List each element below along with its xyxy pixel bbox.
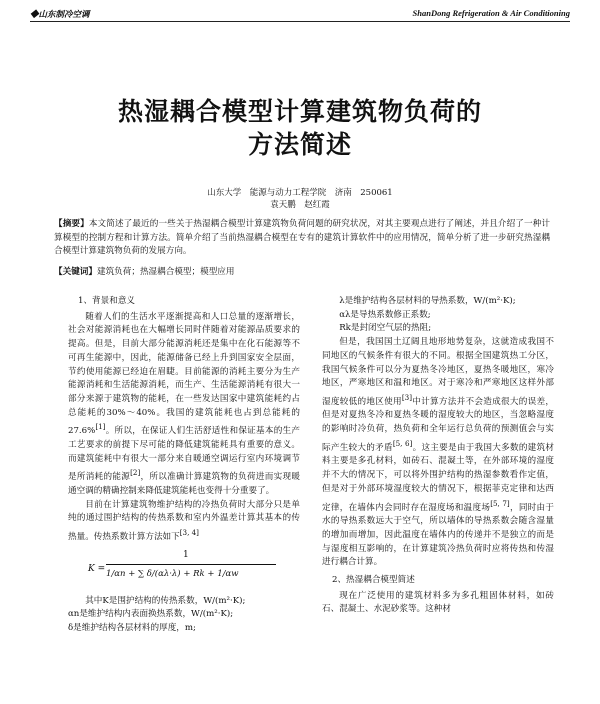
paragraph-climate: 但是，我国国土辽阔且地形地势复杂，这就造成我国不同地区的气候条件有很大的不同。根据全国建筑热工分区，我国气候条件可以分为夏热冬冷地区，夏热冬暖地区，寒冷地区，严寒地区和温和地区。对于寒冷和严寒地区这样外部湿度较低的地区使用[3]中计算方法并不会造成很大的误差，但是对夏热冬冷和夏热冬暖的湿度较大的地区，当忽略湿度的影响时冷负荷，热负荷和全年运行总负荷的预测值会与实际产生较大的矛盾[5, 6]。这主要是由于我国大多数的建筑材料主要是多孔材料，如砖石、混凝土等，在外部环境的湿度并不大的情况下，可以将外围护结构的热湿参数看作定值，但是对于外部环境湿度较大的情况下，根据菲克定律和达西定律，在墙体内会同时存在湿度场和温度场[5, 7]，同时由于水的导热系数远大于空气，所以墙体的导热系数会随含湿量的增加而增加，因此温度在墙体内的传递并不是独立的而是与湿度相互影响的，在计算建筑冷热负荷时应将传热和传湿进行耦合计算。 (322, 337, 554, 568)
citation: [2] (130, 468, 141, 478)
journal-name: ◆山东制冷空调 (30, 9, 90, 19)
definition-lambda: λ是维护结构各层材料的导热系数，W/(m²·K); (339, 296, 516, 306)
right-column (322, 295, 554, 617)
paper-title-line1: 热湿耦合模型计算建筑物负荷的 (117, 97, 482, 126)
formula-denominator: 1/αn + ∑ δ/(αλ·λ) + Rk + 1/αw (106, 568, 239, 579)
definition-alpha-n: αn是维护结构内表面换热系数，W/(m²·K); (68, 609, 234, 620)
paper-title-line2: 方法简述 (247, 130, 352, 159)
journal-name-english: ShanDong Refrigeration & Air Conditioning (412, 8, 570, 18)
citation: [5, 6] (392, 438, 413, 448)
abstract (54, 218, 550, 259)
definition-rk: Rk是封闭空气层的热阻; (339, 323, 432, 334)
section-heading-1: 1、背景和意义 (78, 296, 136, 306)
citation: [3, 4] (179, 527, 199, 537)
abstract-text: 本文简述了最近的一些关于热湿耦合模型计算建筑物负荷问题的研究状况，对其主要观点进行了阐述，并且介绍了一种计算模型的控制方程和计算方法。简单介绍了当前热湿耦合模型在专有的建筑计算软件中的应用情况，简单分析了进一步研究热湿耦合模型计算建筑物负荷的发展方向。 (54, 219, 550, 257)
formula-lhs: K = (88, 563, 106, 574)
paragraph-heat-transfer: 目前在计算建筑物维护结构的冷热负荷时大部分只是单纯的通过围护结构的传热系数和室内外温差计算其基本的传热量。传热系数计算方法如下[3, 4] (68, 499, 300, 542)
citation: [1] (95, 422, 106, 432)
definition-delta: δ是维护结构各层材料的厚度，m; (68, 622, 196, 633)
authors: 袁天鹏 赵红霞 (270, 200, 330, 210)
keywords (54, 265, 550, 277)
left-column (68, 295, 300, 636)
keywords-label: 【关键词】 (54, 267, 97, 277)
fraction-bar (106, 564, 276, 565)
affiliation: 山东大学 能源与动力工程学院 济南 250061 (207, 188, 393, 198)
definition-k: 其中K是围护结构的传热系数，W/(m²·K); (85, 595, 246, 606)
paragraph-model: 现在广泛使用的建筑材料多为多孔粗固体材料，如砖石、混凝土、水泥砂浆等。这种材 (322, 590, 554, 615)
formula-numerator: 1 (183, 549, 189, 560)
abstract-label: 【摘要】 (54, 219, 89, 229)
running-header (30, 4, 570, 20)
citation: [3] (401, 392, 412, 402)
definition-alpha-lambda: αλ是导热系数修正系数; (339, 309, 431, 320)
header-rule (30, 21, 570, 22)
paragraph-background: 随着人们的生活水平逐渐提高和人口总量的逐渐增长，社会对能源消耗也在大幅增长同时伴随着对能源品质要求的提高。但是，目前大部分能源消耗还是集中在化石能源等不可再生能源中，因此，能源储备已经上升到国家安全层面，节约使用能源已经迫在眉睫。目前能源的消耗主要分为生产能源消耗和生活能源消耗，而生产、生活能源消耗有很大一部分来源于建筑物的能耗，在一些发达国家中建筑能耗约占总能耗的30%～40%。我国的建筑能耗也占到总能耗的27.6%[1]。所以，在保证人们生活舒适性和保证基本的生产工艺要求的前提下尽可能的降低建筑能耗具有重要的意义。而建筑能耗中有很大一部分来自暖通空调运行室内环境调节是所消耗的能源[2]，所以准确计算建筑物的负荷进而实现暖通空调的精确控制来降低建筑能耗也变得十分重要了。 (68, 311, 300, 496)
heat-transfer-formula (68, 547, 300, 593)
keywords-text: 建筑负荷；热湿耦合模型；模型应用 (96, 267, 235, 277)
citation: [5, 7] (490, 498, 510, 508)
section-heading-2: 2、热湿耦合模型简述 (332, 574, 415, 585)
